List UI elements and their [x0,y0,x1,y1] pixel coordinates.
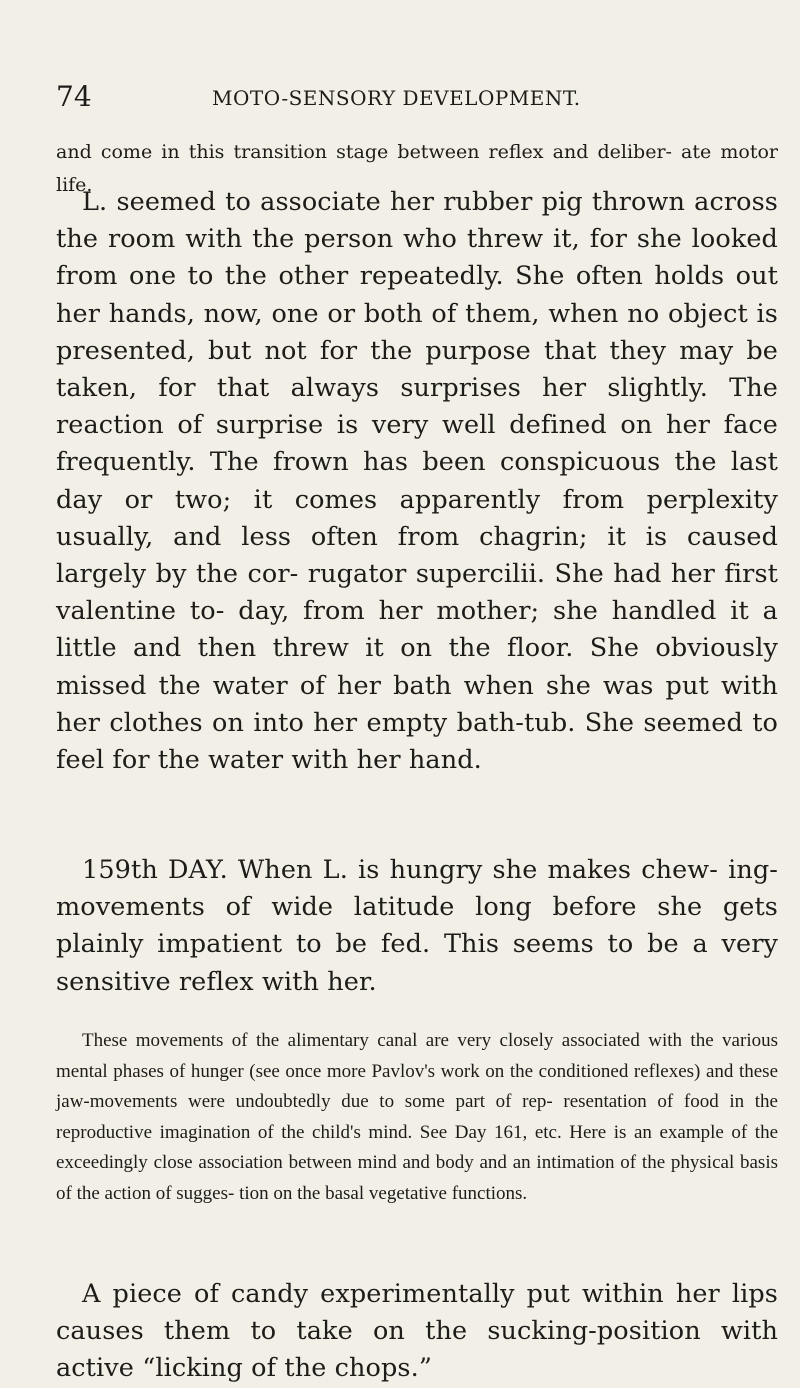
rubber-pig-paragraph: L. seemed to associate her rubber pig thrown across the room with the person who threw it, for she looked from one to the other repeatedly. She often holds out her hands, now, one or both of them, when no object is presented, but not for the purpose that they may be taken, for that always surprises her slightly. The reaction of surprise is very well defined on her face frequently. The frown has been conspicuous the last day or two; it comes apparently from perplexity usually, and less often from chagrin; it is caused largely by the cor- rugator supercilii. She had her first valentine to- day, from her mother; she handled it a little and then threw it on the floor. She obviously missed the water of her bath when she was put with her clothes on into her empty bath-tub. She seemed to feel for the water with her hand. [56,187,778,776]
page-number: 74 [56,80,92,113]
intro-paragraph: and come in this transition stage between reflex and deliber- ate motor life. [56,141,778,196]
commentary-note-paragraph: These movements of the alimentary canal are very closely associated with the various mental phases of hunger (see once more Pavlov's work on the conditioned reflexes) and these jaw-movements were undoubtedly due to some part of rep- resentation of food in the reproductive imagination of the child's mind. See Day 161, etc. Here is an example of the exceedingly close association between mind and body and an intimation of the physical basis of the action of sugges- tion on the basal vegetative functions. [56,1030,778,1204]
candy-paragraph: A piece of candy experimentally put within her lips causes them to take on the sucking-position with active “licking of the chops.” [56,1279,778,1384]
running-title: MOTO-SENSORY DEVELOPMENT. [212,86,581,110]
running-head [56,80,778,116]
day-159-paragraph: 159th DAY. When L. is hungry she makes chew- ing-movements of wide latitude long before she gets plainly impatient to be fed. This seems to be a very sensitive reflex with her. [56,855,778,997]
